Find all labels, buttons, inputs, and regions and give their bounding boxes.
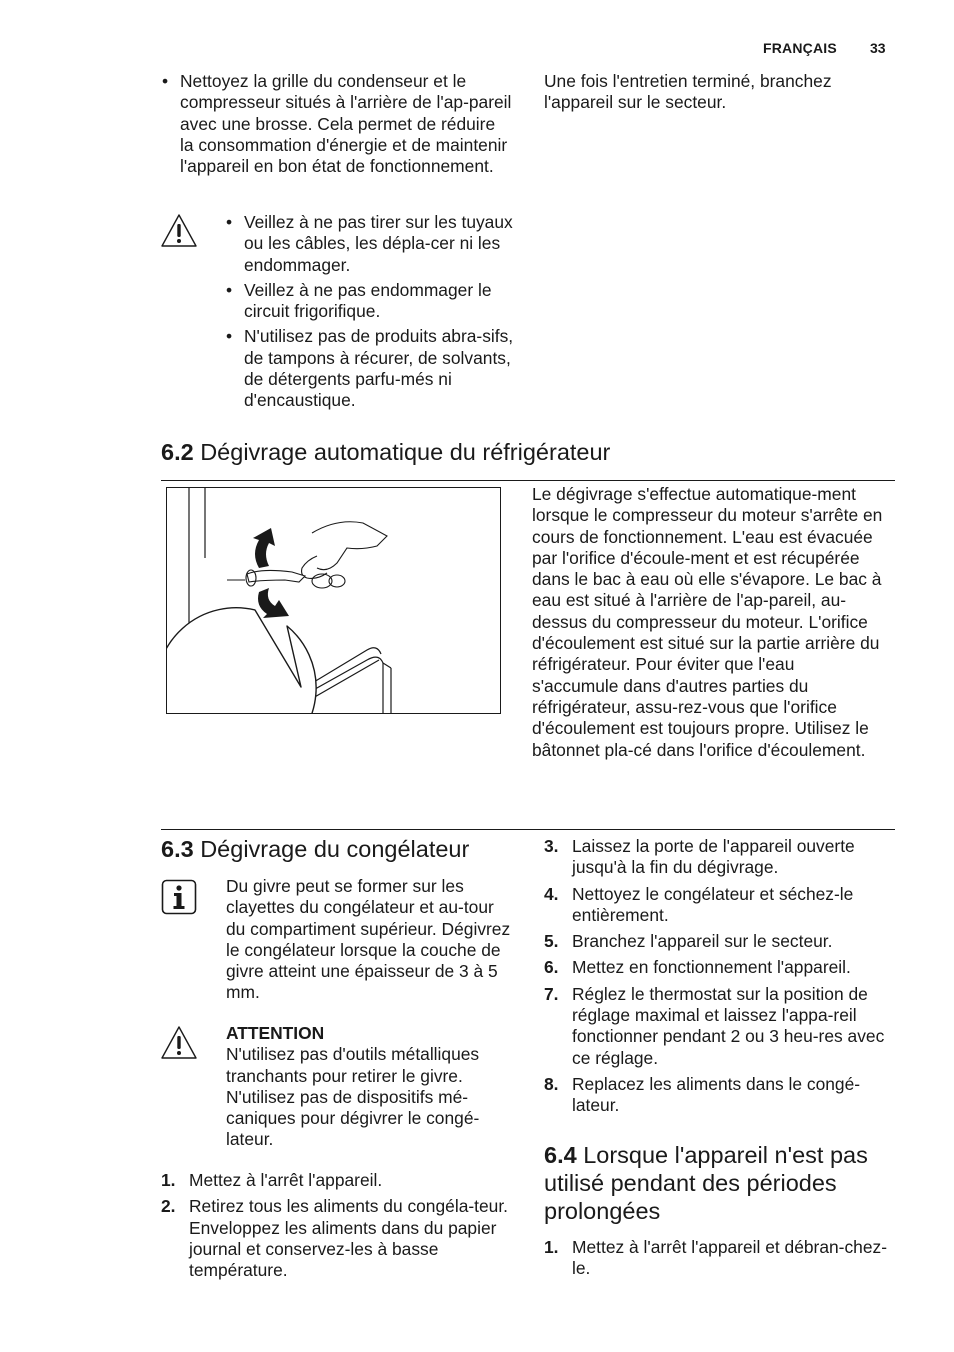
step-text: Mettez en fonctionnement l'appareil. (572, 957, 851, 978)
step-number: 8. (544, 1073, 559, 1094)
step-text: Laissez la porte de l'appareil ouverte jusqu'à la fin du dégivrage. (572, 836, 855, 878)
step-item (544, 984, 896, 1069)
warning-triangle-icon (160, 1025, 198, 1061)
storage-steps (544, 1237, 894, 1280)
section-rule (161, 480, 895, 481)
list-item (226, 280, 516, 323)
step-text: Replacez les aliments dans le congé-lateur. (572, 1073, 861, 1116)
maintenance-done-text: Une fois l'entretien terminé, branchez l'appareil sur le secteur. (544, 71, 832, 113)
step-item (161, 1196, 511, 1281)
step-text: Mettez à l'arrêt l'appareil. (189, 1170, 383, 1190)
list-item-text: Nettoyez la grille du condenseur et le compresseur situés à l'arrière de l'ap-pareil avec une brosse. Cela permet de réduire la consommation d'énergie et de maintenir l'appareil en bon état de fonctionnement. (180, 71, 512, 177)
attention-block (226, 1023, 526, 1151)
section-title: Dégivrage automatique du réfrigérateur (200, 439, 611, 465)
list-item (226, 212, 516, 276)
attention-title: ATTENTION (226, 1023, 325, 1043)
header-language: FRANÇAIS (763, 40, 837, 56)
step-number: 5. (544, 931, 559, 952)
info-text: Du givre peut se former sur les clayettes du congélateur et au-tour du compartiment supérieur. Dégivrez le congélateur lorsque la couche de givre atteint une épaisseur de 3 à 5 mm. (226, 876, 511, 1003)
section-6-3-heading (161, 835, 469, 863)
section-rule (161, 829, 895, 830)
warning-list (226, 212, 516, 412)
step-item (544, 1074, 896, 1117)
section-number: 6.2 (161, 439, 194, 465)
section-6-2-heading (161, 438, 610, 466)
step-number: 1. (161, 1170, 176, 1190)
step-number: 4. (544, 883, 559, 904)
warning-triangle-icon (160, 213, 198, 249)
step-item (544, 1237, 894, 1280)
step-number: 7. (544, 983, 559, 1004)
step-text: Branchez l'appareil sur le secteur. (572, 931, 833, 952)
info-icon (161, 879, 197, 915)
list-item (162, 71, 512, 177)
step-item (544, 957, 896, 978)
defrost-steps-left (161, 1170, 511, 1281)
section-number: 6.3 (161, 836, 194, 862)
step-text: Retirez tous les aliments du congéla-teur. Enveloppez les aliments dans du papier journal et conservez-les à basse température. (189, 1196, 508, 1281)
section-6-4-heading (544, 1141, 894, 1225)
step-text: Réglez le thermostat sur la position de réglage maximal et laissez l'appa-reil fonctionner pendant 2 ou 3 heu-res avec ce réglage. (572, 983, 885, 1068)
section-6-2-text: Le dégivrage s'effectue automatique-ment lorsque le compresseur du moteur s'arrête en cours de fonctionnement. L'eau est évacuée par l'orifice d'écoule-ment et est récupérée dans le bac à eau où elle s'évapore. Le bac à eau est situé à l'arrière de l'ap-pareil, au-dessus du compresseur du moteur. L'orifice d'écoulement est situé sur la partie arrière du réfrigérateur. Pour éviter que l'eau s'accumule dans d'autres parties du réfrigérateur, assu-rez-vous que l'orifice d'écoulement est toujours propre. Utilisez le bâtonnet pla-cé dans l'orifice d'écoulement. (532, 484, 883, 760)
page-number: 33 (870, 40, 886, 56)
list-item-text: Veillez à ne pas tirer sur les tuyaux ou les câbles, les dépla-cer ni les endommager. (244, 212, 513, 275)
defrost-figure (166, 487, 501, 714)
section-title: Lorsque l'appareil n'est pas utilisé pendant des périodes prolongées (544, 1142, 868, 1224)
section-title: Dégivrage du congélateur (200, 836, 470, 862)
list-item (226, 326, 516, 411)
list-item-text: N'utilisez pas de produits abra-sifs, de tampons à récurer, de solvants, de détergents parfu-més ni d'encaustique. (244, 326, 514, 411)
step-text: Nettoyez le congélateur et séchez-le entièrement. (572, 883, 854, 925)
step-item (161, 1170, 511, 1191)
step-text: Mettez à l'arrêt l'appareil et débran-chez-le. (572, 1237, 887, 1279)
defrost-drain-illustration (167, 488, 500, 713)
list-item-text: Veillez à ne pas endommager le circuit frigorifique. (244, 279, 492, 322)
section-number: 6.4 (544, 1142, 577, 1168)
defrost-steps-right (544, 836, 896, 1117)
step-number: 3. (544, 836, 559, 856)
attention-text: N'utilisez pas d'outils métalliques tranchants pour retirer le givre. N'utilisez pas de dispositifs mé-caniques pour dégivrer le congé-lateur. (226, 1044, 480, 1150)
step-item (544, 931, 896, 952)
condenser-cleaning-list (162, 71, 512, 177)
step-number: 6. (544, 957, 559, 978)
step-item (544, 884, 896, 927)
step-number: 2. (161, 1196, 176, 1217)
step-number: 1. (544, 1237, 559, 1257)
step-item (544, 836, 896, 879)
